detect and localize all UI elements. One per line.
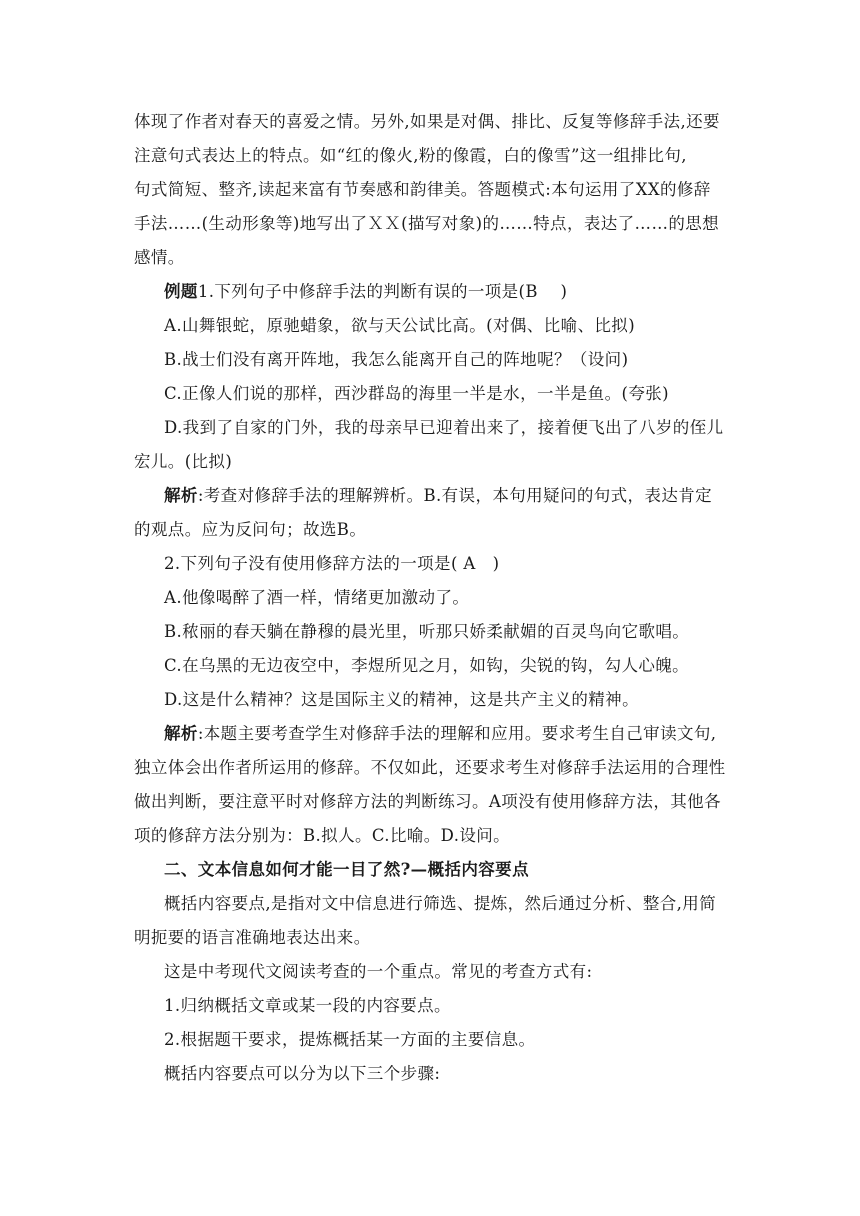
option-d: D.我到了自家的门外，我的母亲早已迎着出来了，接着便飞出了八岁的侄儿 (164, 418, 724, 437)
example-label: 例题 (164, 282, 198, 301)
text-line: 手法……(生动形象等)地写出了ＸＸ(描写对象)的……特点，表达了……的思想 (134, 214, 720, 233)
analysis-text: 项的修辞方法分别为：B.拟人。C.比喻。D.设问。 (134, 826, 511, 845)
analysis-text: 独立体会出作者所运用的修辞。不仅如此，还要求考生对修辞手法运用的合理性 (134, 758, 726, 777)
analysis-text: 做出判断，要注意平时对修辞方法的判断练习。A项没有使用修辞方法，其他各 (134, 792, 721, 811)
text-line: 体现了作者对春天的喜爱之情。另外,如果是对偶、排比、反复等修辞手法,还要 (134, 112, 720, 131)
question-text: 1.下列句子中修辞手法的判断有误的一项是(B ) (197, 282, 568, 301)
option-d-continued: 宏儿。(比拟) (134, 452, 233, 471)
analysis-text: :考查对修辞手法的理解辨析。B.有误，本句用疑问的句式，表达肯定 (197, 486, 713, 505)
option-a: A.山舞银蛇，原驰蜡象，欲与天公试比高。(对偶、比喻、比拟) (164, 316, 636, 335)
text-line: 感情。 (134, 248, 185, 267)
section-heading: 二、文本信息如何才能一目了然?—概括内容要点 (164, 860, 529, 879)
analysis-label: 解析 (164, 486, 198, 505)
option-b: B.秾丽的春天躺在静穆的晨光里，听那只娇柔献媚的百灵鸟向它歌唱。 (164, 622, 690, 641)
text-line: 概括内容要点可以分为以下三个步骤: (164, 1064, 441, 1083)
option-c: C.正像人们说的那样，西沙群岛的海里一半是水，一半是鱼。(夸张) (164, 384, 669, 403)
analysis-text: :本题主要考查学生对修辞手法的理解和应用。要求考生自己审读文句, (197, 724, 717, 743)
analysis-1 (134, 479, 736, 513)
text-line: 概括内容要点,是指对文中信息进行筛选、提炼，然后通过分析、整合,用简 (164, 894, 717, 913)
text-line: 明扼要的语言准确地表达出来。 (134, 928, 371, 947)
option-a: A.他像喝醉了酒一样，情绪更加激动了。 (164, 588, 470, 607)
example-2-question: 2.下列句子没有使用修辞方法的一项是( A ) (164, 554, 500, 573)
text-line: 这是中考现代文阅读考查的一个重点。常见的考查方式有: (164, 962, 593, 981)
text-line: 注意句式表达上的特点。如“红的像火,粉的像霞，白的像雪”这一组排比句, (134, 146, 687, 165)
paragraph-rhetoric-features (134, 105, 736, 275)
example-1-question (134, 275, 736, 309)
option-b: B.战士们没有离开阵地，我怎么能离开自己的阵地呢？（设问) (164, 350, 629, 369)
section-2 (134, 853, 736, 1091)
analysis-2 (134, 717, 736, 751)
list-item: 2.根据题干要求，提炼概括某一方面的主要信息。 (164, 1030, 536, 1049)
list-item: 1.归纳概括文章或某一段的内容要点。 (164, 996, 451, 1015)
example-1 (134, 275, 736, 547)
example-2 (134, 547, 736, 853)
option-d: D.这是什么精神？这是国际主义的精神，这是共产主义的精神。 (164, 690, 639, 709)
text-line: 句式简短、整齐,读起来富有节奏感和韵律美。答题模式:本句运用了XX的修辞 (134, 180, 711, 199)
analysis-text: 的观点。应为反问句；故选B。 (134, 520, 367, 539)
option-c: C.在乌黑的无边夜空中，李煜所见之月，如钩，尖锐的钩，勾人心魄。 (164, 656, 690, 675)
analysis-label: 解析 (164, 724, 198, 743)
